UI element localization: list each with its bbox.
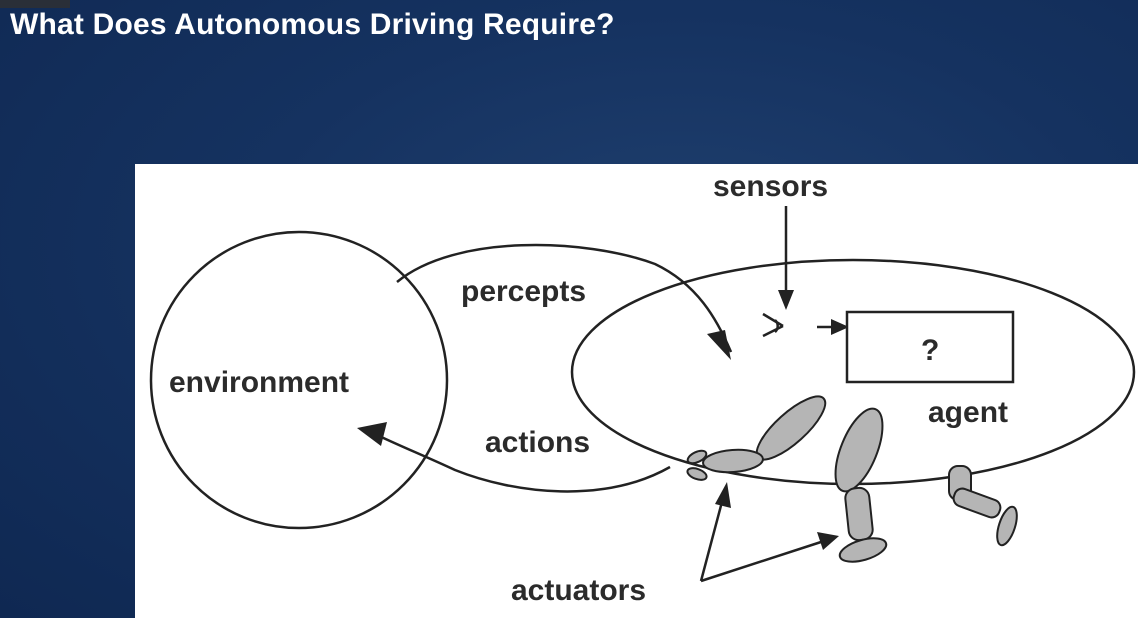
environment-label: environment xyxy=(169,366,350,399)
slide-title: What Does Autonomous Driving Require? xyxy=(10,8,615,41)
robot-rear-leg xyxy=(949,466,1021,547)
actuators-pointer-leg xyxy=(701,542,821,581)
actuators-label: actuators xyxy=(511,574,647,607)
sensors-label: sensors xyxy=(713,170,829,203)
unknown-box-label: ? xyxy=(921,334,940,367)
agent-environment-diagram xyxy=(135,164,1138,618)
robot-arm-lower xyxy=(702,448,763,474)
percepts-label: percepts xyxy=(461,275,587,308)
diagram-canvas xyxy=(135,164,1138,618)
percepts-arrowhead xyxy=(707,330,731,360)
actuators-arrowhead-arm xyxy=(715,482,731,508)
actuators-arrowhead-leg xyxy=(817,532,839,550)
sensors-arrowhead xyxy=(778,290,794,310)
agent-label: agent xyxy=(928,396,1009,429)
actuators-pointer-arm xyxy=(701,498,723,581)
actions-arrowhead xyxy=(357,422,387,446)
eye-icon xyxy=(763,314,783,336)
robot-foot xyxy=(837,534,889,566)
actions-label: actions xyxy=(485,426,591,459)
robot-leg-shin xyxy=(844,487,873,541)
window-corner-tab xyxy=(0,0,70,8)
